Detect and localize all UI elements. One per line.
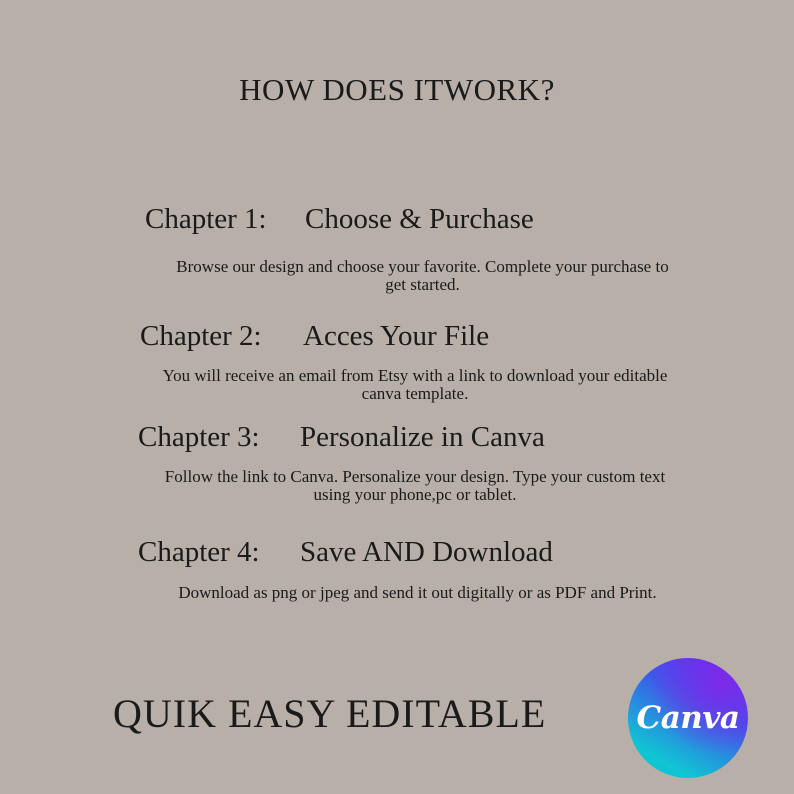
chapter-2-heading xyxy=(140,320,489,353)
page-title: HOW DOES ITWORK? xyxy=(239,72,555,107)
tagline: QUIK EASY EDITABLE xyxy=(113,691,547,736)
chapter-1-number: Chapter 1: xyxy=(145,203,267,235)
chapter-2-description: You will receive an email from Etsy with a link to download your editable canva template. xyxy=(162,366,668,403)
chapter-3-description: Follow the link to Canva. Personalize your design. Type your custom text using your phone,pc or tablet. xyxy=(164,467,666,504)
chapter-1-heading xyxy=(145,203,534,236)
chapter-4-description: Download as png or jpeg and send it out digitally or as PDF and Print. xyxy=(178,583,657,602)
chapter-4-heading xyxy=(138,536,553,569)
canva-logo-text: Canva xyxy=(636,700,740,736)
chapter-4-title: Save AND Download xyxy=(300,536,553,568)
canva-logo xyxy=(628,658,748,778)
chapter-4-number: Chapter 4: xyxy=(138,536,260,568)
chapter-3-heading xyxy=(138,421,545,454)
chapter-1-title: Choose & Purchase xyxy=(305,203,534,235)
chapter-2-title: Acces Your File xyxy=(303,320,490,352)
chapter-3-title: Personalize in Canva xyxy=(300,421,545,453)
chapter-2-number: Chapter 2: xyxy=(140,320,262,352)
chapter-3-number: Chapter 3: xyxy=(138,421,260,453)
chapter-1-description: Browse our design and choose your favorite. Complete your purchase to get started. xyxy=(176,257,669,294)
